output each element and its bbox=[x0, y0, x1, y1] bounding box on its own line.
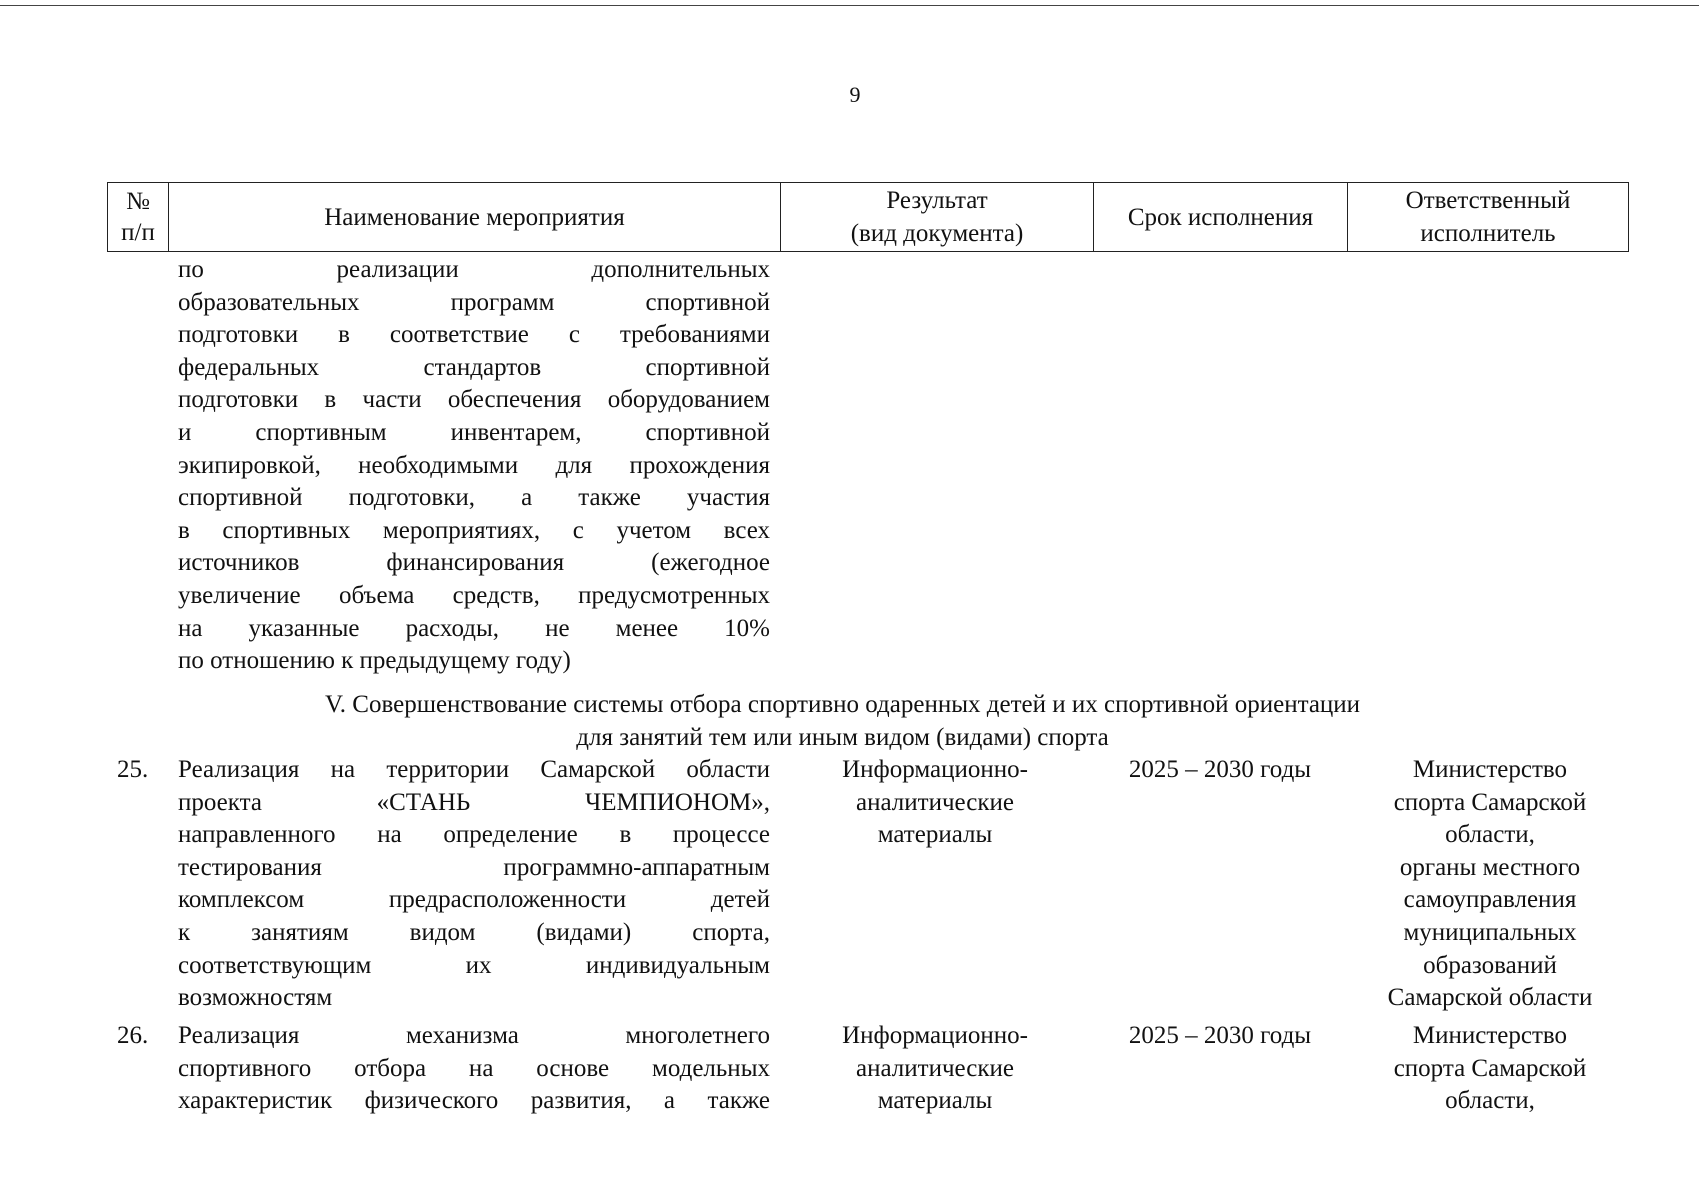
section-heading-line1: V. Совершенствование системы отбора спортивно одаренных детей и их спортивной ориентации bbox=[324, 691, 1361, 718]
header-result-label: Результат (вид документа) bbox=[850, 187, 1024, 247]
text-line: области, bbox=[1445, 1087, 1535, 1115]
text-line: подготовки в части обеспечения оборудованием bbox=[178, 386, 770, 414]
text-line: аналитические bbox=[856, 1054, 1014, 1082]
text-line: органы местного bbox=[1399, 853, 1581, 881]
column-header-deadline: Срок исполнения bbox=[1094, 183, 1348, 252]
text-line: федеральных стандартов спортивной bbox=[178, 353, 770, 381]
header-number-label: № п/п bbox=[121, 188, 155, 246]
top-border-line bbox=[0, 5, 1699, 6]
text-line: 2025 – 2030 годы bbox=[1128, 756, 1312, 783]
text-line: спорта Самарской bbox=[1393, 788, 1587, 816]
text-line: материалы bbox=[877, 1087, 993, 1115]
text-line: проекта «СТАНЬ ЧЕМПИОНОМ», bbox=[178, 788, 770, 816]
text-line: образований bbox=[1423, 951, 1557, 979]
section-heading-line2: для занятий тем или иным видом (видами) спорта bbox=[576, 724, 1109, 751]
text-line: образовательных программ спортивной bbox=[178, 288, 770, 316]
text-line: возможностям bbox=[178, 984, 333, 1012]
text-line: направленного на определение в процессе bbox=[178, 821, 770, 849]
text-line: экипировкой, необходимыми для прохождения bbox=[178, 451, 770, 479]
row-number: 26. bbox=[117, 1022, 149, 1049]
text-line: Реализация на территории Самарской области bbox=[178, 756, 770, 783]
text-line: и спортивным инвентарем, спортивной bbox=[178, 418, 770, 446]
row-activity-name bbox=[178, 1020, 770, 1118]
text-line: Информационно- bbox=[842, 1022, 1028, 1049]
text-line: комплексом предрасположенности детей bbox=[178, 886, 770, 914]
row-number: 25. bbox=[117, 756, 149, 783]
row-activity-name bbox=[178, 754, 770, 1015]
section-heading bbox=[170, 688, 1515, 754]
text-line: спортивной подготовки, а также участия bbox=[178, 484, 770, 512]
row-deadline bbox=[1100, 754, 1340, 787]
page-number: 9 bbox=[849, 82, 861, 107]
text-line: тестирования программно-аппаратным bbox=[178, 853, 770, 881]
row-result bbox=[800, 1020, 1070, 1118]
column-header-number bbox=[108, 183, 169, 252]
text-line: 2025 – 2030 годы bbox=[1128, 1022, 1312, 1049]
text-line: на указанные расходы, не менее 10% bbox=[178, 614, 770, 642]
text-line: спортивного отбора на основе модельных bbox=[178, 1054, 770, 1082]
text-line: Информационно- bbox=[842, 756, 1028, 783]
text-line: по отношению к предыдущему году) bbox=[178, 647, 571, 675]
continuation-text bbox=[178, 254, 770, 678]
text-line: аналитические bbox=[856, 788, 1014, 816]
column-header-result bbox=[781, 183, 1094, 252]
text-line: самоуправления bbox=[1403, 886, 1577, 914]
text-line: спорта Самарской bbox=[1393, 1054, 1587, 1082]
text-line: материалы bbox=[877, 821, 993, 849]
text-line: подготовки в соответствие с требованиями bbox=[178, 321, 770, 349]
table-header bbox=[107, 182, 1629, 252]
row-responsible bbox=[1350, 754, 1630, 1015]
text-line: Реализация механизма многолетнего bbox=[178, 1022, 770, 1049]
text-line: увеличение объема средств, предусмотренных bbox=[178, 581, 770, 609]
column-header-name: Наименование мероприятия bbox=[169, 183, 781, 252]
text-line: источников финансирования (ежегодное bbox=[178, 549, 770, 577]
header-responsible-label: Ответственный исполнитель bbox=[1405, 187, 1571, 247]
row-responsible bbox=[1350, 1020, 1630, 1118]
text-line: характеристик физического развития, а также bbox=[178, 1087, 770, 1115]
row-deadline bbox=[1100, 1020, 1340, 1053]
text-line: области, bbox=[1445, 821, 1535, 849]
text-line: соответствующим их индивидуальным bbox=[178, 951, 770, 979]
text-line: Самарской области bbox=[1387, 984, 1593, 1012]
column-header-responsible bbox=[1348, 183, 1629, 252]
text-line: в спортивных мероприятиях, с учетом всех bbox=[178, 516, 770, 544]
text-line: к занятиям видом (видами) спорта, bbox=[178, 918, 770, 946]
text-line: муниципальных bbox=[1403, 918, 1577, 946]
text-line: Министерство bbox=[1412, 1022, 1568, 1049]
row-result bbox=[800, 754, 1070, 852]
text-line: Министерство bbox=[1412, 756, 1568, 783]
text-line: по реализации дополнительных bbox=[178, 256, 770, 283]
